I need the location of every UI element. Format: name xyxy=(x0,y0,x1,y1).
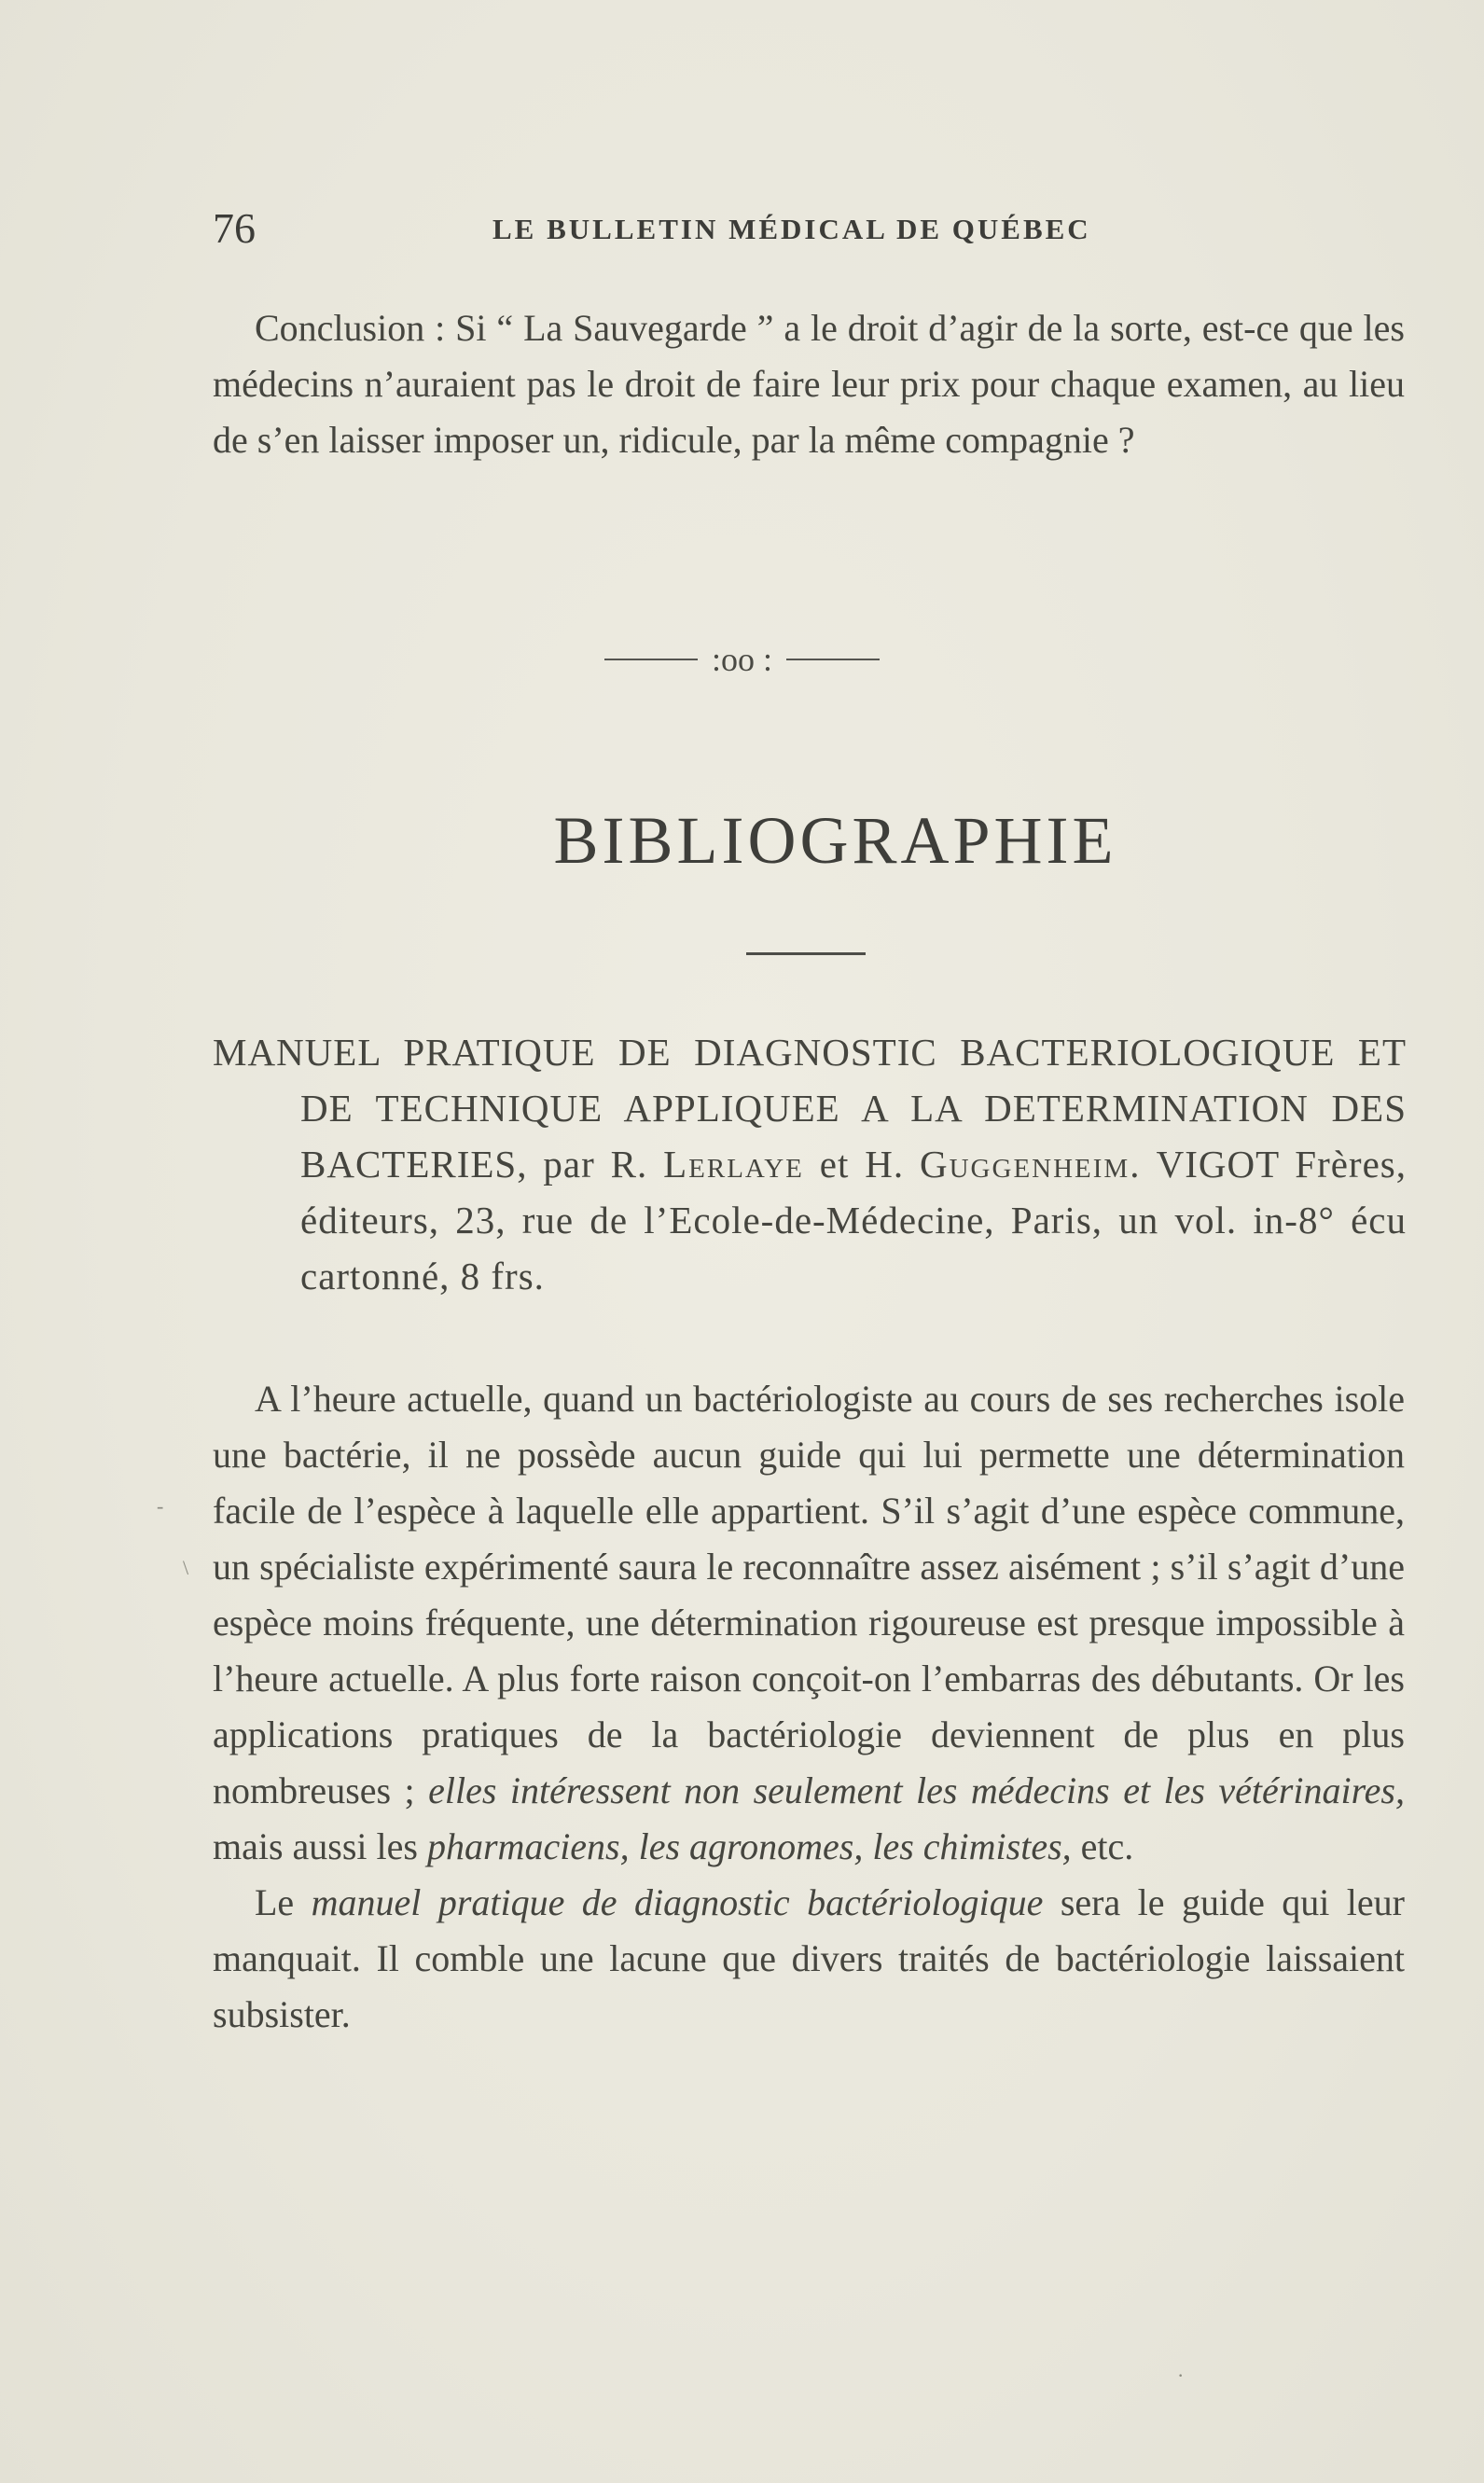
review-p2-italic: manuel pratique de diagnostic bactériologique xyxy=(311,1881,1044,1923)
page-header xyxy=(213,203,1408,256)
author-guggenheim: Guggenheim. xyxy=(920,1143,1142,1186)
review-p1-italic-2: pharmaciens, les agronomes, les chimistes, xyxy=(426,1825,1072,1867)
review-p2-start: Le xyxy=(255,1881,312,1923)
conclusion-text: Conclusion : Si “ La Sauvegarde ” a le droit d’agir de la sorte, est-ce que les médecins n’auraient pas le droit de faire leur prix pour chaque examen, au lieu de s’en laisser imposer un, ridicule, par la même compagnie ? xyxy=(213,307,1405,461)
margin-speck: \ xyxy=(183,1556,189,1579)
separator-dash-left xyxy=(604,659,698,660)
running-head: LE BULLETIN MÉDICAL DE QUÉBEC xyxy=(492,213,1091,245)
author-lerlaye: Lerlaye xyxy=(663,1143,804,1186)
title-rule xyxy=(746,952,866,955)
separator-mark: :oo : xyxy=(711,640,772,678)
book-title: MANUEL PRATIQUE DE DIAGNOSTIC BACTERIOLOGIQUE ET DE TECHNIQUE APPLIQUEE A LA DETERMINATION DES BACTERIES, par R. xyxy=(213,1031,1407,1186)
review-body xyxy=(213,1371,1405,2043)
review-p2-end: sera le guide qui leur manquait. Il comble une lacune que divers traités de bactériologie laissaient subsister. xyxy=(213,1881,1405,2035)
separator-dash-right xyxy=(786,659,880,660)
review-p1-mid: mais aussi les xyxy=(213,1825,427,1867)
review-p1-text: A l’heure actuelle, quand un bactériologiste au cours de ses recherches isole une bactérie, il ne possède aucun guide qui lui permette une détermination facile de l’espèce à laquelle elle appartient. S’il s’agit d’une espèce commune, un spécialiste expérimenté saura le reconnaître assez aisément ; s’il s’agit d’une espèce moins fréquente, une détermination rigoureuse est presque impossible à l’heure actuelle. A plus forte raison conçoit-on l’embarras des débutants. Or les applications pratiques de la bactériologie deviennent de plus en plus nombreuses ; xyxy=(213,1378,1405,1811)
review-p1-italic-1: elles intéressent non seulement les médecins et les vétérinaires, xyxy=(428,1769,1405,1811)
margin-speck: · xyxy=(1177,2364,1185,2387)
review-paragraph-1 xyxy=(213,1371,1405,1875)
review-paragraph-2 xyxy=(213,1875,1405,2043)
review-p1-end: etc. xyxy=(1071,1825,1134,1867)
section-separator xyxy=(0,636,1484,679)
section-title: BIBLIOGRAPHIE xyxy=(553,803,1117,878)
publisher-details: VIGOT Frères, éditeurs, 23, rue de l’Ecole-de-Médecine, Paris, un vol. in-8° écu cartonné, 8 frs. xyxy=(300,1143,1407,1297)
book-reference xyxy=(213,1024,1407,1304)
margin-speck: - xyxy=(157,1494,164,1518)
author-joiner: et H. xyxy=(803,1143,920,1186)
conclusion-paragraph xyxy=(213,300,1405,468)
page-number: 76 xyxy=(213,204,256,252)
